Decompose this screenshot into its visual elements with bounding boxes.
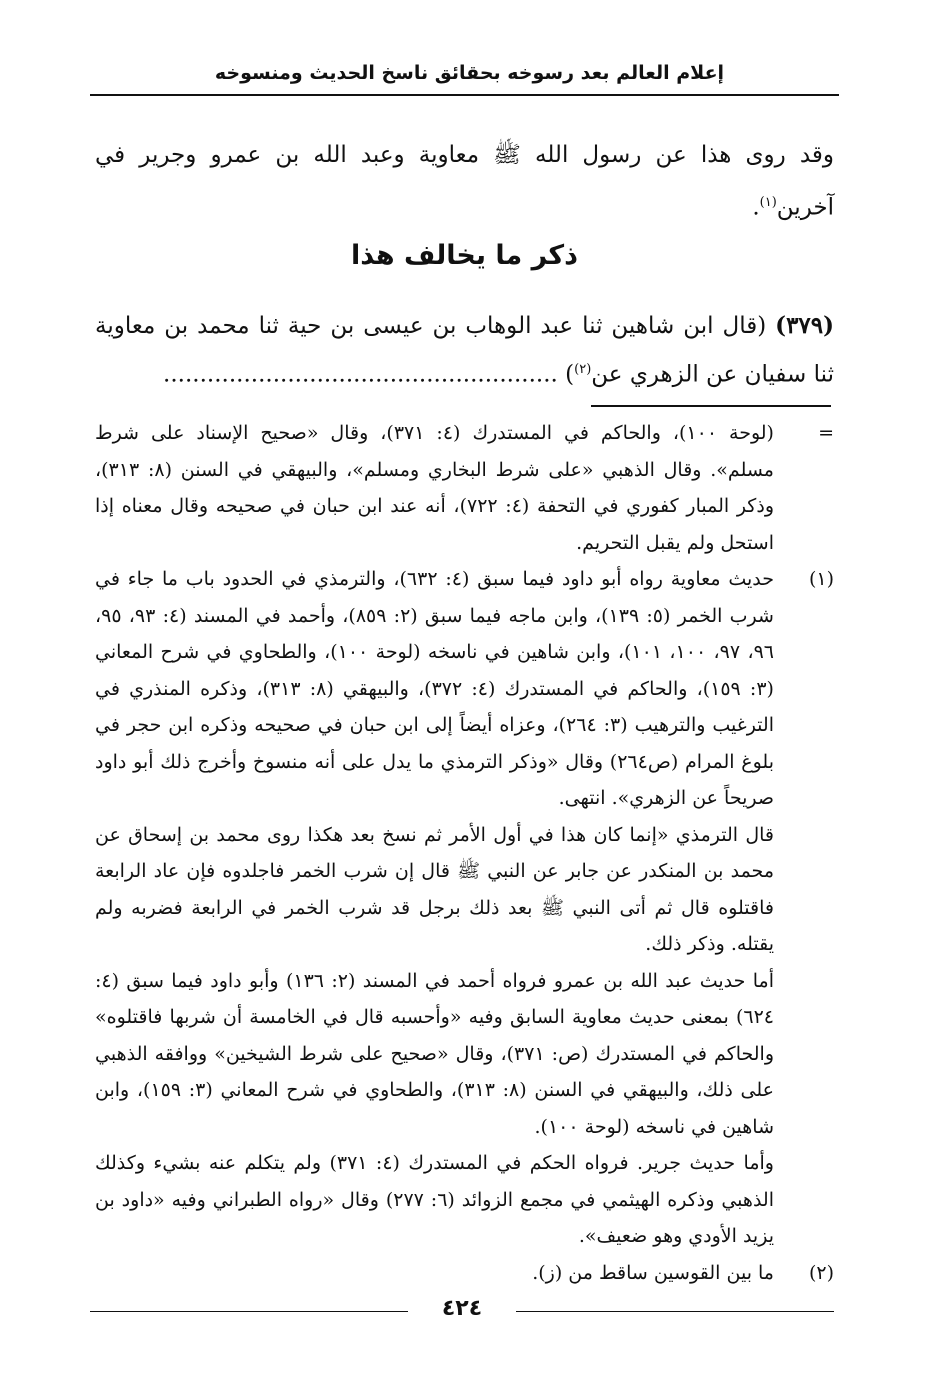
footnotes: [95, 415, 834, 1291]
footer-rule-right: [516, 1311, 834, 1312]
footnote-2: [95, 1255, 834, 1292]
footnote-1-marker: (١): [808, 568, 834, 590]
footnote-continuation-text: (لوحة ١٠٠)، والحاكم في المستدرك (٤: ٣٧١)، وقال «صحيح الإسناد على شرط مسلم». وقال الذهبي «على شرط البخاري ومسلم»، والبيهقي في السنن (٨: ٣١٣)، وذكر المبار كفوري في التحفة (٤: ٧٢٢)، أنه عند ابن حبان في صحيحه وقال معناه إذا استحل ولم يقبل التحريم.: [95, 422, 774, 554]
hadith-text: (قال ابن شاهين ثنا عبد الوهاب بن عيسى بن حية ثنا محمد بن معاوية ثنا سفيان عن الزهري عن: [95, 313, 834, 388]
continuation-marker: =: [818, 422, 834, 444]
running-head-title: إعلام العالم بعد رسوخه بحقائق ناسخ الحديث ومنسوخه: [214, 62, 725, 84]
page-footer: [90, 1296, 834, 1326]
section-heading: ذكر ما يخالف هذا: [350, 240, 578, 271]
footnote-2-marker: (٢): [808, 1261, 834, 1284]
main-paragraph-end: .: [752, 194, 760, 221]
page-number: ٤٢٤: [441, 1296, 483, 1321]
hadith-number: (٣٧٩): [775, 312, 835, 339]
footnote-continuation: [95, 415, 834, 561]
footnote-1-para-1: حديث معاوية رواه أبو داود فيما سبق (٤: ٦٣٢)، والترمذي في الحدود باب ما جاء في شرب الخمر (٥: ١٣٩)، وابن ماجه فيما سبق (٢: ٨٥٩)، وأحمد في المسند (٤: ٩٣، ٩٥، ٩٦، ٩٧، ١٠٠، ١٠١)، وابن شاهين في ناسخه (لوحة ١٠٠)، والطحاوي في شرح المعاني (٣: ١٥٩)، والحاكم في المستدرك (٤: ٣٧٢)، والبيهقي (٨: ٣١٣)، وذكره المنذري في الترغيب والترهيب (٣: ٢٦٤)، وعزاه أيضاً إلى ابن حبان في صحيحه وذكره ابن حجر في بلوغ المرام (ص٢٦٤) وقال «وذكر الترمذي ما يدل على أنه منسوخ وأخرج ذلك أبو داود صريحاً عن الزهري». انتهى.: [95, 568, 775, 809]
header-divider: [90, 94, 839, 96]
footnote-1-para-2: قال الترمذي «إنما كان هذا في أول الأمر ثم نسخ بعد هكذا روى محمد بن إسحاق عن محمد بن المنكدر عن جابر عن النبي ﷺ قال إن شرب الخمر فاجلدوه فإن عاد الرابعة فاقتلوه قال ثم أتى النبي ﷺ بعد ذلك برجل قد شرب الخمر في الرابعة فضربه ولم يقتله. وذكر ذلك.: [95, 823, 774, 955]
footnote-divider: [591, 405, 831, 407]
hadith-narration: [95, 304, 834, 397]
hadith-close: ): [565, 361, 575, 388]
footnote-ref-2: (٢): [574, 362, 592, 377]
footnote-1: [95, 561, 834, 1255]
footnote-1-para-3: أما حديث عبد الله بن عمرو فرواه أحمد في المسند (٢: ١٣٦) وأبو داود فيما سبق (٤: ٦٢٤) بمعنى حديث معاوية السابق وفيه «وأحسبه قال في الخامسة أن شربها فاقتلوه» والحاكم في المستدرك (ص: ٣٧١)، وقال «صحيح على شرط الشيخين» ووافقه الذهبي على ذلك، والبيهقي في السنن (٨: ٣١٣)، والطحاوي في شرح المعاني (٣: ١٥٩)، وابن شاهين في ناسخه (لوحة ١٠٠).: [95, 969, 774, 1138]
main-paragraph-text: وقد روى هذا عن رسول الله ﷺ معاوية وعبد الله بن عمرو وجرير في آخرين: [95, 142, 834, 221]
ellipsis-dots: ......................................................: [163, 361, 558, 388]
main-paragraph: [95, 132, 834, 232]
footnote-2-text: ما بين القوسين ساقط من (ز).: [532, 1261, 774, 1284]
footnote-1-para-4: وأما حديث جرير. فرواه الحكم في المستدرك (٤: ٣٧١) ولم يتكلم عنه بشيء وكذلك الذهبي وذكره الهيثمي في مجمع الزوائد (٦: ٢٧٧) وقال «رواه الطبراني وفيه «داود بن يزيد الأودي وهو ضعيف».: [95, 1152, 774, 1247]
footnote-ref-1: (١): [759, 195, 777, 210]
